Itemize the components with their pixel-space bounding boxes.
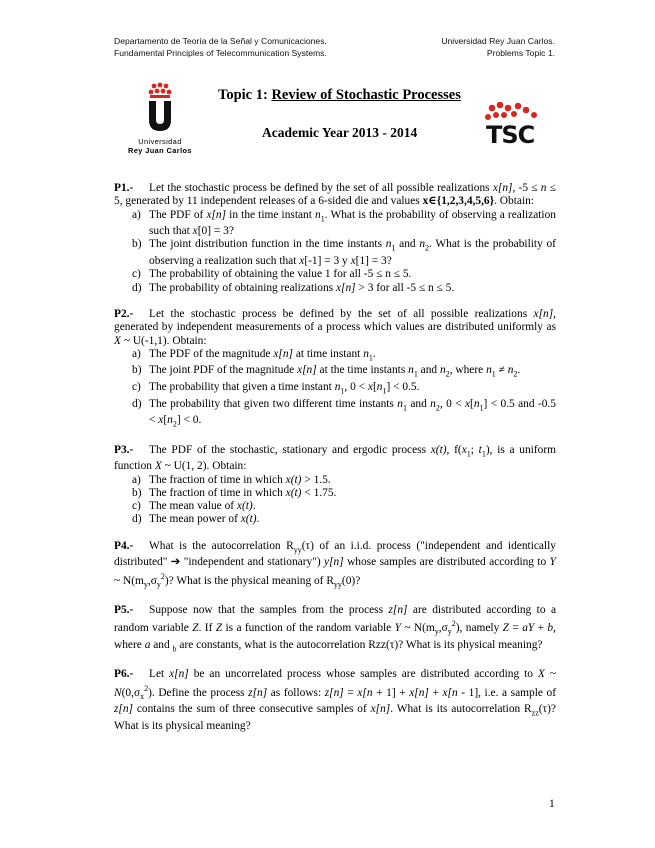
text-fragment: . What is the probability of observing a realization such that (149, 238, 556, 268)
text-fragment: n (439, 364, 446, 377)
text-fragment: x (299, 255, 305, 268)
text-fragment: n (334, 380, 341, 393)
text-fragment: ~ U(1, 2). Obtain: (161, 460, 247, 473)
text-fragment: y[n] (324, 556, 344, 569)
text-fragment: aY (522, 622, 535, 635)
text-fragment: zz (531, 708, 539, 718)
list-item (114, 500, 556, 513)
text-fragment: and (150, 638, 173, 651)
text-fragment: The fraction of time in which (149, 473, 286, 486)
list-item (114, 348, 556, 365)
text-fragment: n (397, 397, 403, 410)
text-fragment: 1 (402, 402, 407, 412)
header-university: Universidad Rey Juan Carlos. (441, 36, 555, 46)
text-fragment: > 1.5. (301, 473, 331, 486)
item-label: b) (132, 238, 142, 251)
text-fragment: ≠ (495, 364, 508, 377)
text-fragment: 1 (340, 386, 345, 396)
text-fragment: )? What is the physical meaning of R (164, 574, 334, 587)
text-fragment: ), is a uniform function (114, 443, 556, 473)
text-fragment: be an uncorrelated process whose samples are distributed according to (188, 668, 538, 681)
text-fragment: n (363, 347, 369, 360)
problem-statement (114, 540, 556, 591)
text-fragment: x[n] (206, 208, 227, 221)
list-item (114, 238, 556, 268)
header-left (114, 36, 327, 59)
text-fragment: and (417, 364, 440, 377)
text-fragment: ,σ (147, 574, 157, 587)
text-fragment: x∈{1,2,3,4,5,6} (422, 195, 495, 208)
text-fragment: x[n (442, 686, 458, 699)
header-course: Fundamental Principles of Telecommunication Systems. (114, 47, 327, 58)
problem-number: P6.- (114, 668, 134, 681)
text-fragment: n (430, 397, 436, 410)
text-fragment: X (114, 334, 121, 347)
text-fragment: < 1.75. (301, 486, 337, 499)
problem-statement (114, 308, 556, 348)
text-fragment: 2 (445, 369, 450, 379)
problem-list (114, 182, 556, 746)
text-fragment: ] < 0. (176, 414, 202, 427)
text-fragment: - 1], i.e. a sample of (457, 686, 557, 699)
text-fragment: n (540, 182, 547, 194)
text-fragment: x(t) (240, 513, 257, 526)
text-fragment: in the time instant (226, 208, 316, 221)
text-fragment: x[n] (335, 281, 356, 294)
text-fragment: . Obtain: (494, 195, 534, 208)
text-fragment: (τ)? What is its physical meaning? (385, 638, 543, 651)
text-fragment: Let the stochastic process be defined by the set of all possible realizations (149, 307, 534, 320)
text-fragment: 2 (144, 683, 149, 693)
text-fragment: > 3 for all -5 ≤ n ≤ 5. (355, 281, 455, 294)
problem-number: P3.- (114, 443, 134, 456)
university-logo-line2: Rey Juan Carlos (128, 146, 192, 155)
text-fragment: 2 (160, 571, 165, 581)
text-fragment: n (167, 414, 173, 427)
text-fragment: ≤ 5, generated by 11 independent releases of a 6-sided die and values (114, 182, 556, 208)
text-fragment: The mean value of (149, 500, 237, 513)
text-fragment: n (473, 397, 480, 410)
text-fragment: x (461, 443, 467, 456)
header-department: Departamento de Teoría de la Señal y Comunicaciones. (114, 36, 327, 46)
text-fragment: What is the autocorrelation R (149, 539, 294, 552)
text-fragment: x[n] (273, 347, 293, 360)
text-fragment: y (447, 627, 452, 637)
problem-statement (114, 668, 556, 733)
text-fragment: ). Define the process (148, 686, 249, 699)
text-fragment: zz (375, 638, 386, 651)
text-fragment: x (192, 225, 198, 238)
text-fragment: + (534, 622, 548, 635)
text-fragment: ; (470, 443, 479, 456)
text-fragment: b (172, 643, 177, 653)
list-item (114, 268, 556, 281)
text-fragment: x[n] (297, 364, 317, 377)
text-fragment: (τ) of an i.i.d. process ("independent and identically distributed" ➔ "independent and stationary") (114, 539, 556, 569)
text-fragment: ~ (544, 668, 556, 681)
tsc-logo-text: TSC (486, 121, 535, 146)
text-fragment: y (143, 579, 148, 589)
problem-number: P5.- (114, 604, 134, 617)
text-fragment: Z (215, 622, 223, 635)
text-fragment: [-1] = 3 y (304, 255, 351, 268)
text-fragment: [ (163, 414, 168, 427)
text-fragment: ~ U(-1,1). Obtain: (120, 334, 207, 347)
item-label: c) (132, 268, 141, 281)
item-label: b) (132, 364, 142, 377)
text-fragment: The PDF of (149, 208, 207, 221)
text-fragment: x[n] (409, 686, 429, 699)
text-fragment: The probability of obtaining realizations (149, 281, 336, 294)
problem-subquestions (114, 348, 556, 431)
text-fragment: x(t) (285, 486, 302, 499)
item-label: a) (132, 473, 141, 486)
item-label: b) (132, 486, 142, 499)
problem-2 (114, 308, 556, 431)
text-fragment: x (350, 255, 356, 268)
text-fragment: , generated by independent measurements of a process which values are distributed uniformly as (114, 307, 556, 334)
text-fragment: yy (293, 545, 302, 555)
text-fragment: x[n] (169, 668, 189, 681)
text-fragment: is a function of the random variable (222, 622, 395, 635)
text-fragment: X (154, 460, 162, 473)
item-label: a) (132, 208, 141, 221)
text-fragment: x(t) (285, 473, 302, 486)
text-fragment: Let the stochastic process be defined by the set of all possible realizations (149, 182, 493, 194)
text-fragment: n (385, 238, 392, 251)
text-fragment: = (343, 686, 358, 699)
text-fragment: 1 (391, 243, 396, 253)
problem-number: P1.- (114, 182, 134, 194)
text-fragment: 2 (513, 369, 518, 379)
text-fragment: . (517, 364, 521, 377)
text-fragment: contains the sum of three consecutive samples of (133, 702, 371, 715)
text-fragment: and (395, 238, 420, 251)
text-fragment: ,σ (438, 622, 448, 635)
text-fragment: . (372, 347, 376, 360)
text-fragment: x (158, 414, 164, 427)
text-fragment: y (434, 627, 439, 637)
text-fragment: Z (192, 622, 199, 635)
text-fragment: . What is the probability of observing a realization such that (149, 208, 556, 238)
academic-year: Academic Year 2013 - 2014 (262, 125, 418, 140)
text-fragment: , 0 < (344, 380, 368, 393)
list-item (114, 282, 556, 295)
text-fragment: , -5 ≤ (512, 182, 541, 194)
text-fragment: a (144, 638, 151, 651)
tsc-logo (484, 100, 540, 151)
list-item (114, 487, 556, 500)
text-fragment: The joint PDF of the magnitude (149, 364, 298, 377)
text-fragment: n (315, 208, 321, 221)
problem-1 (114, 182, 556, 295)
text-fragment: The probability that given a time instant (149, 380, 335, 393)
text-fragment: z[n] (248, 686, 268, 699)
list-item (114, 209, 556, 239)
text-fragment: (0)? (341, 574, 361, 587)
tsc-logo-graphic (484, 100, 540, 146)
university-crown-u-icon (140, 82, 180, 132)
text-fragment: 1 (466, 449, 471, 458)
text-fragment: 2 (425, 243, 430, 253)
problem-number: P2.- (114, 307, 134, 320)
problem-subquestions (114, 209, 556, 295)
text-fragment: Z (502, 622, 510, 635)
text-fragment: ), namely (455, 622, 503, 635)
text-fragment: ~ N(m (400, 622, 435, 635)
header-right (441, 36, 555, 59)
text-fragment: 2 (451, 619, 456, 629)
university-logo-text (120, 137, 200, 155)
text-fragment: The PDF of the magnitude (149, 347, 274, 360)
problem-3 (114, 444, 556, 527)
text-fragment: , where (449, 364, 487, 377)
text-fragment: (τ)? What is its physical meaning? (114, 702, 556, 732)
problem-statement (114, 444, 556, 474)
text-fragment: x[n] (533, 307, 554, 320)
text-fragment: The probability of obtaining the value 1 for all -5 ≤ n ≤ 5. (149, 268, 412, 281)
list-item (114, 364, 556, 381)
text-fragment: x (140, 691, 145, 701)
text-fragment: ~ N(m (114, 574, 144, 587)
text-fragment: . (256, 513, 260, 526)
text-fragment: 2 (172, 419, 177, 429)
problem-6 (114, 668, 556, 733)
item-label: c) (132, 500, 141, 513)
item-label: d) (132, 397, 142, 410)
problem-5 (114, 604, 556, 655)
university-logo (120, 82, 200, 155)
text-fragment: x(t) (236, 500, 253, 513)
text-fragment: [ (372, 380, 377, 393)
text-fragment: are distributed according to a random variable (114, 604, 556, 635)
text-fragment: z[n] (324, 686, 344, 699)
text-fragment: x(t) (430, 443, 447, 456)
text-fragment: , 0 < (439, 397, 465, 410)
item-label: c) (132, 380, 141, 393)
text-fragment: y (156, 579, 161, 589)
problem-number: P4.- (114, 539, 134, 552)
item-label: d) (132, 513, 142, 526)
header-topic: Problems Topic 1. (486, 47, 555, 58)
text-fragment: are constants, what is the autocorrelation R (176, 638, 376, 651)
text-fragment: 2 (435, 402, 440, 412)
text-fragment: The joint distribution function in the time instants (149, 238, 386, 251)
text-fragment: Let (149, 668, 170, 681)
text-fragment: n (419, 238, 426, 251)
list-item (114, 381, 556, 398)
text-fragment: x (367, 380, 373, 393)
text-fragment: . If (198, 622, 216, 635)
text-fragment: and (406, 397, 431, 410)
text-fragment: ] < 0.5 and -0.5 < (149, 397, 556, 427)
text-fragment: X (537, 668, 545, 681)
university-logo-line1: Universidad (138, 137, 182, 146)
text-fragment: n (486, 364, 492, 377)
title-prefix: Topic 1: (218, 87, 272, 103)
list-item (114, 474, 556, 487)
text-fragment: at time instant (292, 347, 364, 360)
text-fragment: The mean power of (149, 513, 241, 526)
text-fragment: 1 (368, 353, 373, 363)
text-fragment: Y (549, 556, 556, 569)
text-fragment: b (547, 622, 554, 635)
text-fragment: x[n] (370, 702, 391, 715)
item-label: d) (132, 281, 142, 294)
title-main: Review of Stochastic Processes (271, 87, 461, 103)
text-fragment: x[n (357, 686, 373, 699)
text-fragment: The PDF of the stochastic, stationary and ergodic process (149, 443, 431, 456)
text-fragment: n (507, 364, 514, 377)
list-item (114, 398, 556, 431)
text-fragment: as follows: (267, 686, 325, 699)
item-label: a) (132, 347, 141, 360)
text-fragment: N (114, 686, 122, 699)
text-fragment: + (428, 686, 443, 699)
text-fragment: 1 (479, 402, 484, 412)
text-fragment: Suppose now that the samples from the process (149, 604, 389, 617)
text-fragment: n (376, 380, 383, 393)
text-fragment: 1 (413, 369, 418, 379)
text-fragment: , where (114, 622, 556, 651)
text-fragment: yy (333, 579, 342, 589)
text-fragment: z[n] (114, 702, 133, 715)
text-fragment: whose samples are distributed according to (343, 556, 550, 569)
text-fragment: The fraction of time in which (149, 486, 286, 499)
list-item (114, 513, 556, 526)
text-fragment: t (478, 443, 482, 456)
text-fragment: 1 (481, 449, 486, 458)
problem-statement (114, 182, 556, 209)
text-fragment: The probability that given two different time instants (149, 397, 398, 410)
text-fragment: x (464, 397, 471, 410)
text-fragment: [ (470, 397, 474, 410)
text-fragment: 1 (320, 213, 325, 223)
text-fragment: [0] = 3? (197, 225, 234, 238)
text-fragment: , f( (446, 443, 462, 456)
text-fragment: 1 (491, 369, 496, 379)
text-fragment: . What is its autocorrelation R (390, 702, 532, 715)
problem-subquestions (114, 474, 556, 527)
text-fragment: x[n] (492, 182, 513, 194)
text-fragment: Y (394, 622, 401, 635)
text-fragment: ] < 0.5. (386, 380, 420, 393)
text-fragment: (0,σ (121, 686, 141, 699)
text-fragment: n (408, 364, 414, 377)
text-fragment: at the time instants (316, 364, 409, 377)
text-fragment: [1] = 3? (355, 255, 392, 268)
problem-statement (114, 604, 556, 655)
text-fragment: + 1] + (372, 686, 410, 699)
page-number: 1 (549, 798, 555, 810)
problem-4 (114, 540, 556, 591)
text-fragment: 1 (382, 386, 387, 396)
text-fragment: . (252, 500, 256, 513)
text-fragment: z[n] (388, 604, 408, 617)
text-fragment: = (509, 622, 523, 635)
page-title (218, 87, 461, 104)
